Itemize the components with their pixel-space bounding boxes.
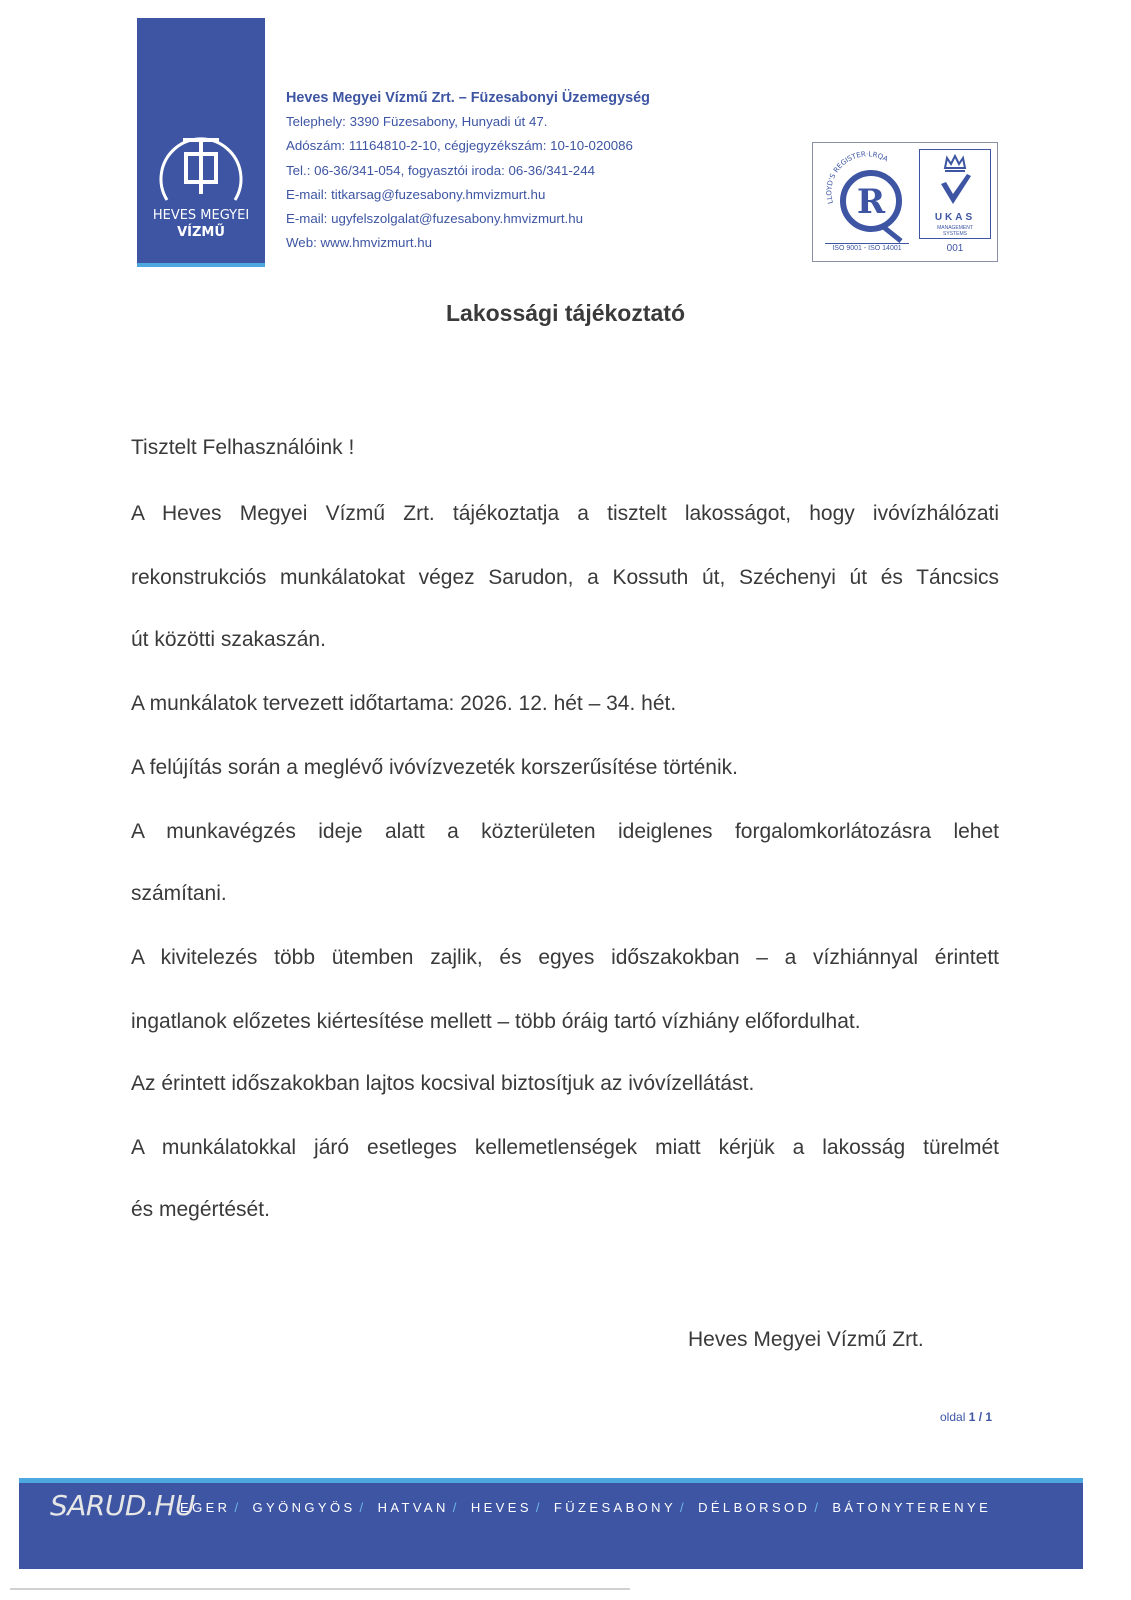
- lloyds-register-q-icon: [819, 145, 915, 255]
- email-customer-service[interactable]: E-mail: ugyfelszolgalat@fuzesabony.hmvizmurt.hu: [286, 210, 584, 226]
- body-line: út közötti szakaszán.: [131, 628, 326, 651]
- body-line: A Heves Megyei Vízmű Zrt. tájékoztatja a tisztelt lakosságot, hogy ivóvízhálózati: [131, 502, 999, 525]
- body-line: Az érintett időszakokban lajtos kocsival biztosítjuk az ivóvízellátást.: [131, 1072, 755, 1095]
- logo-text-vizmu: VÍZMŰ: [177, 225, 225, 240]
- ukas-badge: [919, 149, 991, 239]
- tax-number: Adószám: 11164810-2-10, cégjegyzékszám: 10-10-020086: [286, 138, 633, 154]
- ukas-number: 001: [946, 243, 964, 254]
- document-title: Lakossági tájékoztató: [445, 300, 686, 326]
- ukas-subtitle: MANAGEMENT SYSTEMS: [937, 225, 973, 237]
- water-tower-logo-icon: [149, 118, 253, 208]
- company-logo: [137, 18, 265, 267]
- footer-city: DÉLBORSOD: [698, 1500, 811, 1515]
- svg-text:R: R: [856, 182, 886, 222]
- body-line: A felújítás során a meglévő ivóvízvezeték korszerűsítése történik.: [131, 756, 738, 779]
- footer-city-list: EGER / GYÖNGYÖS / HATVAN / HEVES / FÜZESABONY / DÉLBORSOD / BÁTONYTERENYE: [180, 1500, 992, 1515]
- crown-check-icon: [937, 154, 973, 210]
- footer-city: FÜZESABONY: [553, 1500, 677, 1515]
- body-line: A kivitelezés több ütemben zajlik, és egyes időszakokban – a vízhiánnyal érintett: [131, 946, 999, 969]
- lloyds-register-text: LLOYD'S REGISTER·LRQA: [825, 150, 890, 205]
- email-secretariat[interactable]: E-mail: titkarsag@fuzesabony.hmvizmurt.hu: [286, 186, 546, 202]
- contact-block: [286, 86, 650, 255]
- phone-numbers: Tel.: 06-36/341-054, fogyasztói iroda: 06-36/341-244: [286, 162, 595, 178]
- body-line: rekonstrukciós munkálatokat végez Sarudon, a Kossuth út, Széchenyi út és Táncsics: [131, 566, 999, 589]
- body-line: ingatlanok előzetes kiértesítése mellett – több óráig tartó vízhiány előfordulhat.: [131, 1010, 861, 1033]
- footer-city: BÁTONYTERENYE: [832, 1500, 992, 1515]
- iso-standards: ISO 9001 - ISO 14001: [825, 243, 909, 252]
- signature: Heves Megyei Vízmű Zrt.: [688, 1328, 924, 1351]
- footer-city: HEVES: [470, 1500, 532, 1515]
- body-line: A munkálatokkal járó esetleges kellemetlenségek miatt kérjük a lakosság türelmét: [131, 1136, 999, 1159]
- organization-name: Heves Megyei Vízmű Zrt. – Füzesabonyi Üzemegység: [286, 90, 650, 106]
- body-line: A munkavégzés ideje alatt a közterületen ideiglenes forgalomkorlátozásra lehet: [131, 820, 999, 843]
- certification-badges: [812, 142, 998, 262]
- body-line: A munkálatok tervezett időtartama: 2026. 12. hét – 34. hét.: [131, 692, 677, 715]
- site-address: Telephely: 3390 Füzesabony, Hunyadi út 47.: [286, 114, 548, 130]
- website-link[interactable]: Web: www.hmvizmurt.hu: [286, 235, 433, 251]
- body-line: és megértését.: [131, 1198, 270, 1221]
- greeting: Tisztelt Felhasználóink !: [131, 436, 355, 459]
- page-number: oldal 1 / 1: [940, 1410, 993, 1424]
- watermark-sarud: SARUD.HU: [50, 1489, 195, 1522]
- body-line: számítani.: [131, 882, 227, 905]
- logo-text-heves-megyei: HEVES MEGYEI: [152, 208, 250, 223]
- footer-city: HATVAN: [377, 1500, 449, 1515]
- footer-city: EGER: [180, 1500, 231, 1515]
- footer-city: GYÖNGYÖS: [252, 1500, 356, 1515]
- ukas-label: UKAS: [934, 212, 976, 223]
- bottom-rule: [10, 1588, 630, 1590]
